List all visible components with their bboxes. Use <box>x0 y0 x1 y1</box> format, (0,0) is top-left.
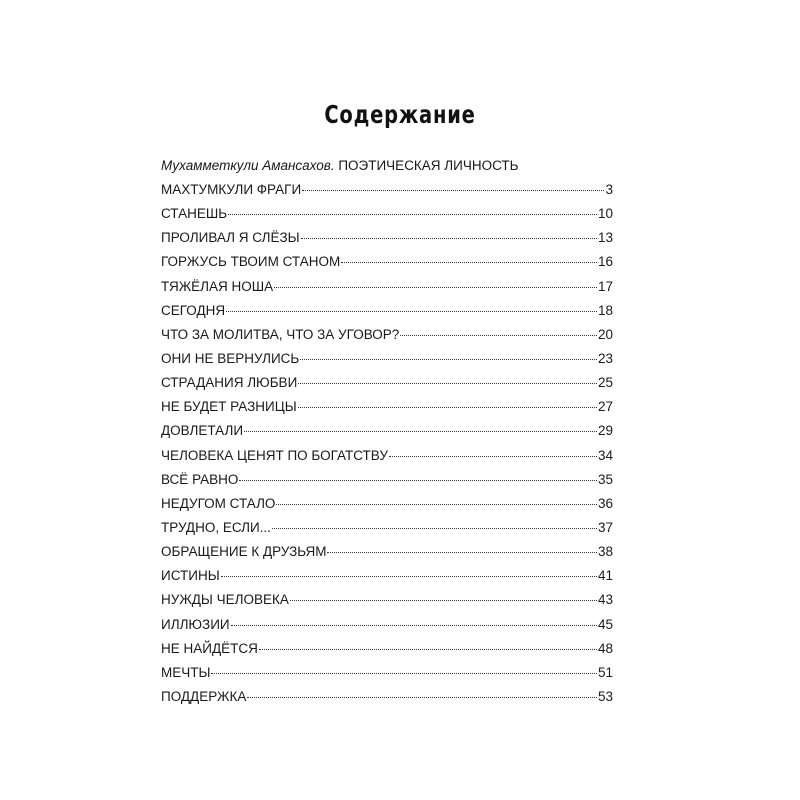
toc-entry <box>161 371 613 395</box>
toc-entry <box>161 588 613 612</box>
toc-entry-page-number: 18 <box>597 302 613 318</box>
toc-entry-title: ОБРАЩЕНИЕ К ДРУЗЬЯМ <box>161 544 327 560</box>
toc-entry-title: СЕГОДНЯ <box>161 302 226 318</box>
toc-entry-title: ИСТИНЫ <box>161 568 220 584</box>
toc-entry <box>161 564 613 588</box>
toc-dot-leader <box>300 359 597 360</box>
toc-dot-leader <box>211 673 597 674</box>
toc-entry-page-number: 38 <box>597 544 613 560</box>
toc-dot-leader <box>272 528 597 529</box>
toc-entry <box>161 661 613 685</box>
toc-entry <box>161 395 613 419</box>
toc-entry-title: ЧТО ЗА МОЛИТВА, ЧТО ЗА УГОВОР? <box>161 326 400 342</box>
toc-entry-title: ГОРЖУСЬ ТВОИМ СТАНОМ <box>161 254 341 270</box>
toc-entry <box>161 250 613 274</box>
toc-dot-leader <box>327 552 596 553</box>
toc-entry <box>161 202 613 226</box>
toc-dot-leader <box>341 262 597 263</box>
toc-entry-page-number: 43 <box>597 592 613 608</box>
toc-entry-page-number: 17 <box>597 278 613 294</box>
toc-entry-title: НЕДУГОМ СТАЛО <box>161 495 276 511</box>
toc-entry-title: ДОВЛЕТАЛИ <box>161 423 244 439</box>
toc-entry <box>161 685 613 709</box>
toc-dot-leader <box>228 214 597 215</box>
toc-dot-leader <box>239 480 597 481</box>
toc-entry-title: ЧЕЛОВЕКА ЦЕНЯТ ПО БОГАТСТВУ <box>161 447 388 463</box>
toc-entry-page-number: 27 <box>597 399 613 415</box>
toc-entry-title: НЕ НАЙДЁТСЯ <box>161 640 258 656</box>
toc-dot-leader <box>259 649 597 650</box>
toc-entry-title: СТРАДАНИЯ ЛЮБВИ <box>161 375 298 391</box>
toc-entry-page-number: 25 <box>597 375 613 391</box>
toc-entry-title: ПРОЛИВАЛ Я СЛЁЗЫ <box>161 230 300 246</box>
toc-dot-leader <box>274 287 597 288</box>
toc-entry <box>161 613 613 637</box>
toc-dot-leader <box>298 383 597 384</box>
toc-entry <box>161 540 613 564</box>
toc-title: Содержание <box>324 100 476 129</box>
toc-intro-line <box>161 154 613 178</box>
toc-entry-page-number: 23 <box>597 350 613 366</box>
toc-entry <box>161 492 613 516</box>
toc-entry-page-number: 45 <box>597 616 613 632</box>
toc-dot-leader <box>244 431 597 432</box>
toc-intro-text: ПОЭТИЧЕСКАЯ ЛИЧНОСТЬ <box>334 158 519 173</box>
toc-entry <box>161 226 613 250</box>
toc-entry-title: НУЖДЫ ЧЕЛОВЕКА <box>161 592 289 608</box>
toc-dot-leader <box>247 697 597 698</box>
toc-entry-page-number: 36 <box>597 495 613 511</box>
toc-entry <box>161 323 613 347</box>
toc-entry-page-number: 53 <box>597 688 613 704</box>
toc-entry-page-number: 13 <box>597 230 613 246</box>
toc-entry-page-number: 35 <box>597 471 613 487</box>
toc-dot-leader <box>301 238 597 239</box>
toc-entry-title: НЕ БУДЕТ РАЗНИЦЫ <box>161 399 297 415</box>
toc-entry <box>161 178 613 202</box>
toc-dot-leader <box>389 456 597 457</box>
toc-entry-title: ОНИ НЕ ВЕРНУЛИСЬ <box>161 350 300 366</box>
toc-entry <box>161 275 613 299</box>
toc-dot-leader <box>231 625 597 626</box>
toc-entry-page-number: 29 <box>597 423 613 439</box>
toc-entry <box>161 468 613 492</box>
toc-entry <box>161 637 613 661</box>
toc-entry-title: СТАНЕШЬ <box>161 206 228 222</box>
toc-entry-page-number: 37 <box>597 519 613 535</box>
toc-entry <box>161 347 613 371</box>
toc-intro-author: Мухамметкули Амансахов. <box>161 158 335 173</box>
toc-entry-title: ИЛЛЮЗИИ <box>161 616 230 632</box>
toc-entry <box>161 516 613 540</box>
toc-entries <box>161 178 613 709</box>
toc-dot-leader <box>298 407 597 408</box>
toc-entry-page-number: 41 <box>597 568 613 584</box>
toc-dot-leader <box>290 600 597 601</box>
toc-entry-title: МЕЧТЫ <box>161 664 211 680</box>
toc-entry <box>161 419 613 443</box>
table-of-contents <box>161 154 613 709</box>
toc-entry-page-number: 34 <box>597 447 613 463</box>
toc-entry-page-number: 20 <box>597 326 613 342</box>
toc-entry-title: ПОДДЕРЖКА <box>161 688 247 704</box>
toc-entry-page-number: 16 <box>597 254 613 270</box>
toc-entry-page-number: 3 <box>605 182 613 197</box>
toc-entry-title: ТЯЖЁЛАЯ НОША <box>161 278 274 294</box>
toc-dot-leader <box>302 190 604 191</box>
toc-entry-page-number: 10 <box>597 206 613 222</box>
toc-entry <box>161 299 613 323</box>
toc-entry-title: МАХТУМКУЛИ ФРАГИ <box>161 182 302 197</box>
toc-entry-title: ТРУДНО, ЕСЛИ... <box>161 519 271 535</box>
toc-dot-leader <box>226 311 597 312</box>
toc-entry <box>161 444 613 468</box>
toc-entry-page-number: 48 <box>597 640 613 656</box>
toc-dot-leader <box>276 504 597 505</box>
toc-dot-leader <box>221 576 597 577</box>
toc-entry-title: ВСЁ РАВНО <box>161 471 239 487</box>
toc-dot-leader <box>400 335 597 336</box>
toc-entry-page-number: 51 <box>597 664 613 680</box>
